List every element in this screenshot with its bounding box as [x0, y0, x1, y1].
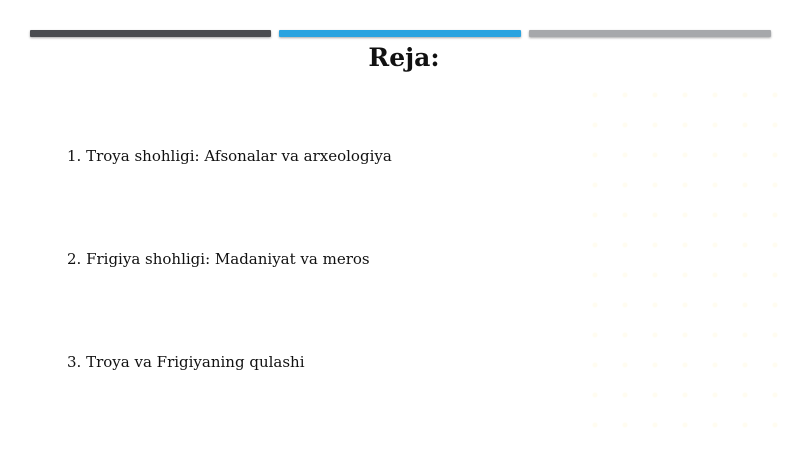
header-bar-dark [30, 30, 271, 37]
slide-title: Reja: [368, 43, 440, 72]
plan-item-1: 1. Troya shohligi: Afsonalar va arxeologiya [67, 147, 392, 165]
background-dot-pattern [580, 80, 800, 449]
plan-item-3: 3. Troya va Frigiyaning qulashi [67, 353, 305, 371]
header-bar-gray [529, 30, 771, 37]
plan-item-2: 2. Frigiya shohligi: Madaniyat va meros [67, 250, 370, 268]
header-bar-blue [279, 30, 521, 37]
